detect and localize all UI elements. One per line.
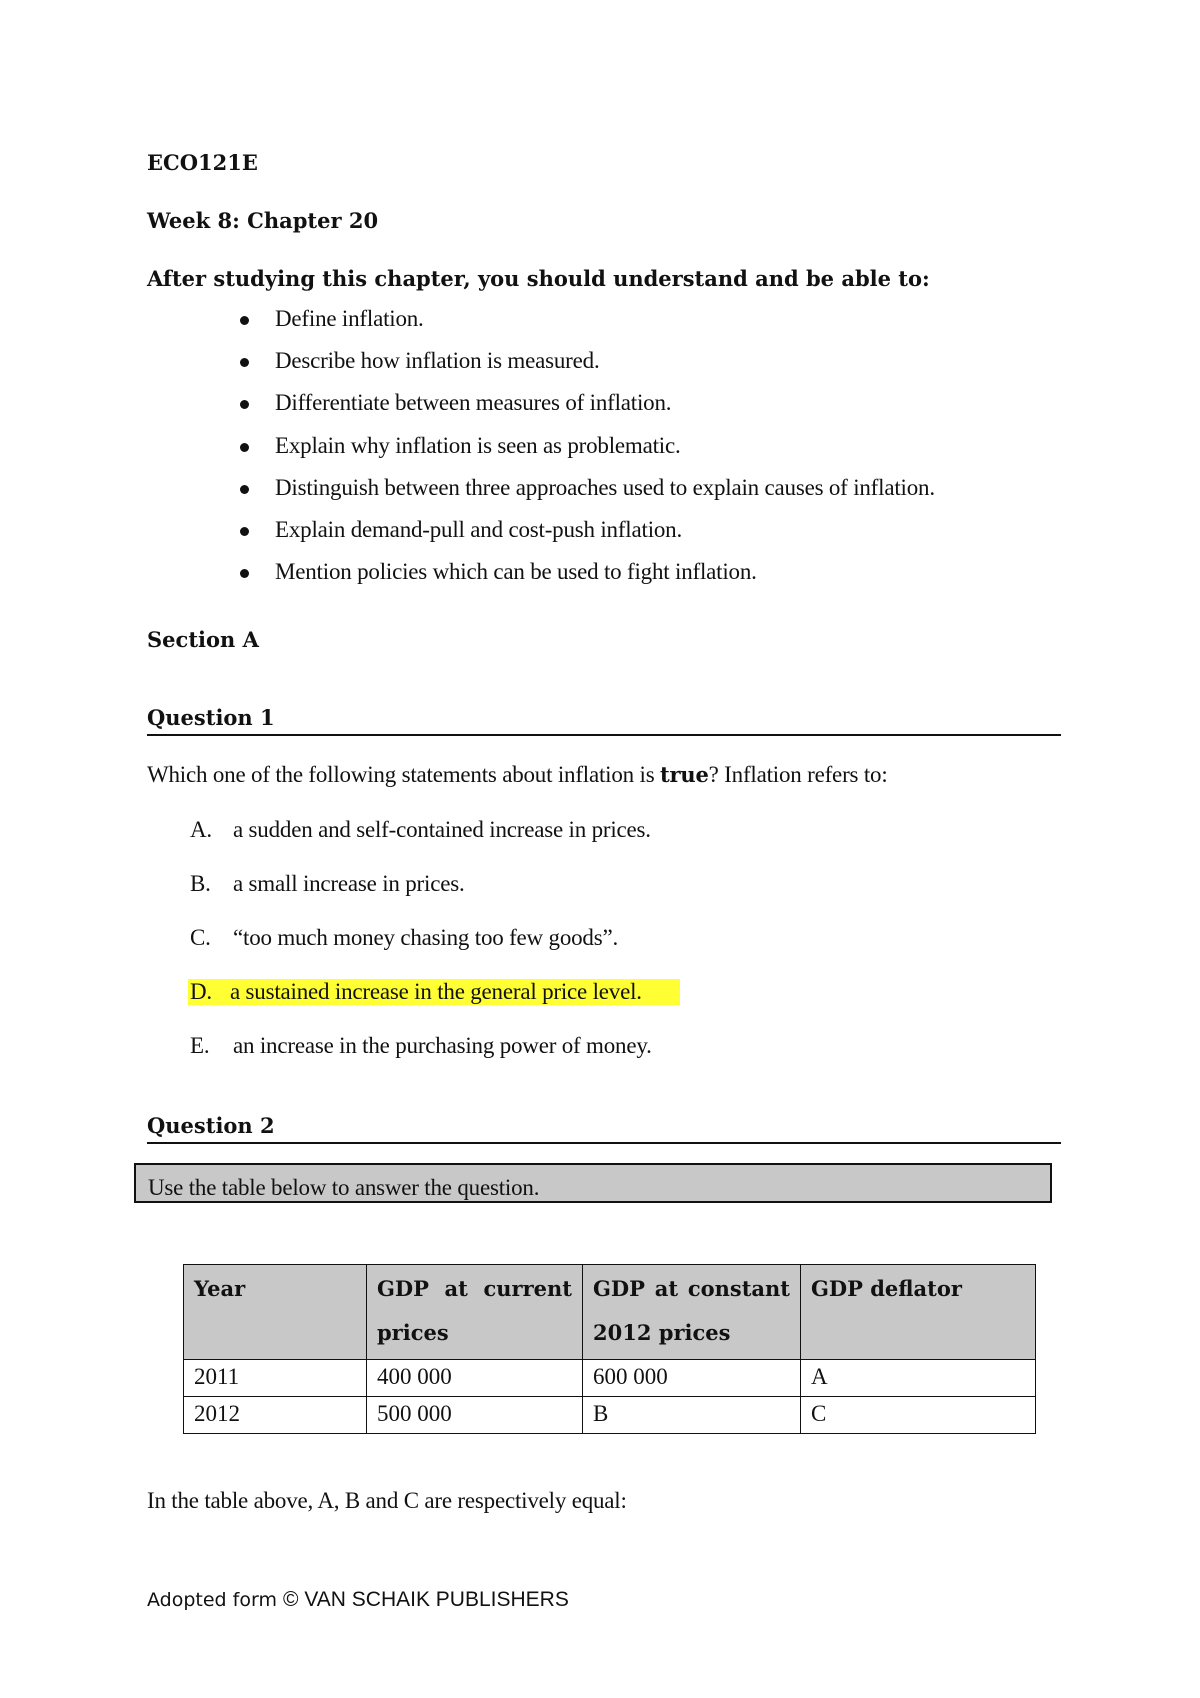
question-2-prompt: In the table above, A, B and C are respectively equal: (147, 1488, 627, 1513)
option-e-letter: E. (190, 1033, 210, 1058)
question-1-rule (147, 734, 1061, 736)
table-header-row (184, 1265, 1036, 1360)
stem-text: Which one of the following statements about inflation is (147, 762, 661, 787)
cell-gdp-current: 500 000 (367, 1397, 583, 1434)
option-b-letter: B. (190, 871, 211, 896)
option-e-text: an increase in the purchasing power of money. (233, 1033, 652, 1058)
footer-publisher: VAN SCHAIK PUBLISHERS (298, 1588, 569, 1611)
list-item: Mention policies which can be used to fight inflation. (275, 559, 757, 584)
option-c-text: “too much money chasing too few goods”. (233, 925, 619, 950)
header-line: 2012 prices (593, 1320, 731, 1345)
instruction-box (134, 1163, 1052, 1203)
list-item: Describe how inflation is measured. (275, 348, 600, 373)
question-2-rule (147, 1142, 1061, 1144)
page-footer (147, 1588, 569, 1612)
bullet-icon (240, 569, 249, 578)
question-1-stem (147, 762, 888, 788)
header-gdp-current (367, 1265, 583, 1360)
question-2-title: Question 2 (147, 1113, 275, 1138)
bullet-icon (240, 316, 249, 325)
cell-gdp-constant: B (583, 1397, 801, 1434)
list-item: Differentiate between measures of inflation. (275, 390, 672, 415)
section-heading: Section A (147, 627, 259, 652)
stem-text-end: ? Inflation refers to: (708, 762, 888, 787)
list-item: Define inflation. (275, 306, 424, 331)
option-c-letter: C. (190, 925, 211, 950)
copyright-icon: © (283, 1588, 299, 1611)
header-line: prices (377, 1320, 449, 1345)
cell-gdp-current: 400 000 (367, 1360, 583, 1397)
option-d-highlighted (188, 979, 680, 1005)
list-item: Explain why inflation is seen as problematic. (275, 433, 681, 458)
option-d-letter: D. (190, 979, 212, 1004)
footer-prefix: Adopted form (147, 1589, 283, 1611)
option-a-text: a sudden and self-contained increase in prices. (233, 817, 651, 842)
question-1-title: Question 1 (147, 705, 275, 730)
table-row (184, 1360, 1036, 1397)
week-heading: Week 8: Chapter 20 (147, 208, 379, 233)
bullet-icon (240, 527, 249, 536)
list-item: Distinguish between three approaches used to explain causes of inflation. (275, 475, 935, 500)
header-line: GDP at constant (593, 1276, 790, 1301)
gdp-table (183, 1264, 1036, 1434)
intro-text: After studying this chapter, you should understand and be able to: (147, 266, 930, 291)
stem-emphasis: true (660, 762, 709, 787)
option-d-text: a sustained increase in the general price level. (229, 979, 642, 1004)
table-row (184, 1397, 1036, 1434)
header-line: GDP at current (377, 1276, 572, 1301)
cell-gdp-deflator: C (801, 1397, 1036, 1434)
option-b-text: a small increase in prices. (233, 871, 465, 896)
bullet-icon (240, 485, 249, 494)
course-code: ECO121E (147, 150, 258, 175)
bullet-icon (240, 400, 249, 409)
cell-gdp-constant: 600 000 (583, 1360, 801, 1397)
cell-gdp-deflator: A (801, 1360, 1036, 1397)
bullet-icon (240, 443, 249, 452)
list-item: Explain demand-pull and cost-push inflation. (275, 517, 683, 542)
cell-year: 2011 (184, 1360, 367, 1397)
header-gdp-deflator: GDP deflator (801, 1265, 1036, 1360)
option-a-letter: A. (190, 817, 212, 842)
bullet-icon (240, 358, 249, 367)
instruction-text: Use the table below to answer the question. (148, 1175, 540, 1200)
header-gdp-constant (583, 1265, 801, 1360)
header-year: Year (184, 1265, 367, 1360)
cell-year: 2012 (184, 1397, 367, 1434)
